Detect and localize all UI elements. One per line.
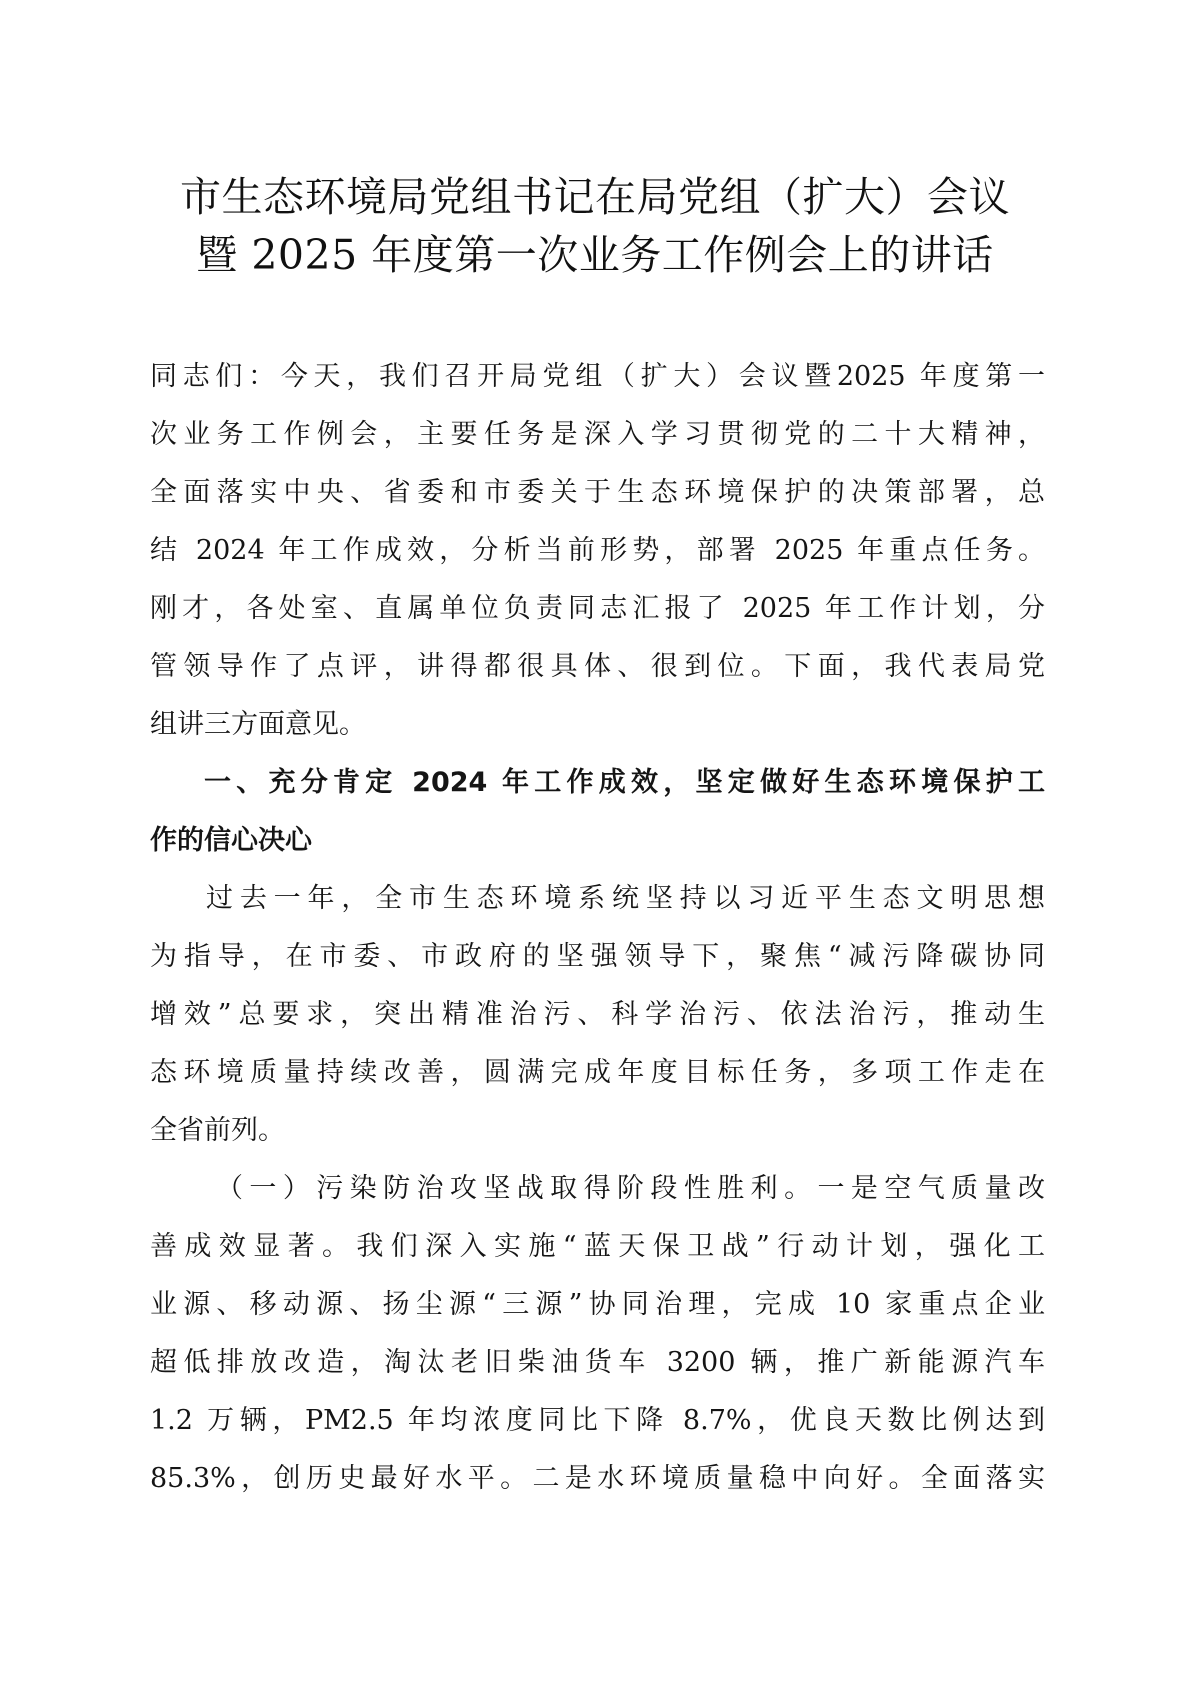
title-line-2: 暨 2025 年度第一次业务工作例会上的讲话 — [196, 231, 994, 279]
opening-paragraph-line: 同志们：今天，我们召开局党组（扩大）会议暨2025 年度第一 — [150, 361, 1045, 392]
subsection-paragraph-line: 85.3%，创历史最好水平。二是水环境质量稳中向好。全面落实 — [150, 1463, 1045, 1494]
subsection-paragraph-line: 善成效显著。我们深入实施“蓝天保卫战”行动计划，强化工 — [150, 1231, 1045, 1262]
opening-paragraph-line: 管领导作了点评，讲得都很具体、很到位。下面，我代表局党 — [150, 651, 1045, 682]
opening-paragraph-line: 全面落实中央、省委和市委关于生态环境保护的决策部署，总 — [150, 477, 1045, 508]
review-paragraph-line: 过去一年，全市生态环境系统坚持以习近平生态文明思想 — [206, 883, 1045, 914]
subsection-paragraph-line: 1.2 万辆，PM2.5 年均浓度同比下降 8.7%，优良天数比例达到 — [150, 1405, 1045, 1436]
speech-title — [140, 168, 1050, 284]
subsection-paragraph-line: 超低排放改造，淘汰老旧柴油货车 3200 辆，推广新能源汽车 — [150, 1347, 1045, 1378]
subsection-paragraph-line: 业源、移动源、扬尘源“三源”协同治理，完成 10 家重点企业 — [150, 1289, 1045, 1320]
opening-paragraph-line: 组讲三方面意见。 — [150, 709, 366, 740]
opening-paragraph-line: 结 2024 年工作成效，分析当前形势，部署 2025 年重点任务。 — [150, 535, 1045, 566]
speech-body — [150, 348, 1045, 1508]
review-paragraph-line: 为指导，在市委、市政府的坚强领导下，聚焦“减污降碳协同 — [150, 941, 1045, 972]
opening-paragraph-line: 刚才，各处室、直属单位负责同志汇报了 2025 年工作计划，分 — [150, 593, 1045, 624]
review-paragraph-line: 态环境质量持续改善，圆满完成年度目标任务，多项工作走在 — [150, 1057, 1045, 1088]
section-heading-line: 一、充分肯定 2024 年工作成效，坚定做好生态环境保护工 — [204, 767, 1045, 798]
opening-paragraph-line: 次业务工作例会，主要任务是深入学习贯彻党的二十大精神， — [150, 419, 1045, 450]
review-paragraph-line: 全省前列。 — [150, 1115, 285, 1146]
section-heading-line: 作的信心决心 — [150, 825, 312, 856]
title-line-1: 市生态环境局党组书记在局党组（扩大）会议 — [180, 173, 1010, 221]
review-paragraph-line: 增效”总要求，突出精准治污、科学治污、依法治污，推动生 — [150, 999, 1045, 1030]
subsection-paragraph-line: （一）污染防治攻坚战取得阶段性胜利。一是空气质量改 — [216, 1173, 1045, 1204]
